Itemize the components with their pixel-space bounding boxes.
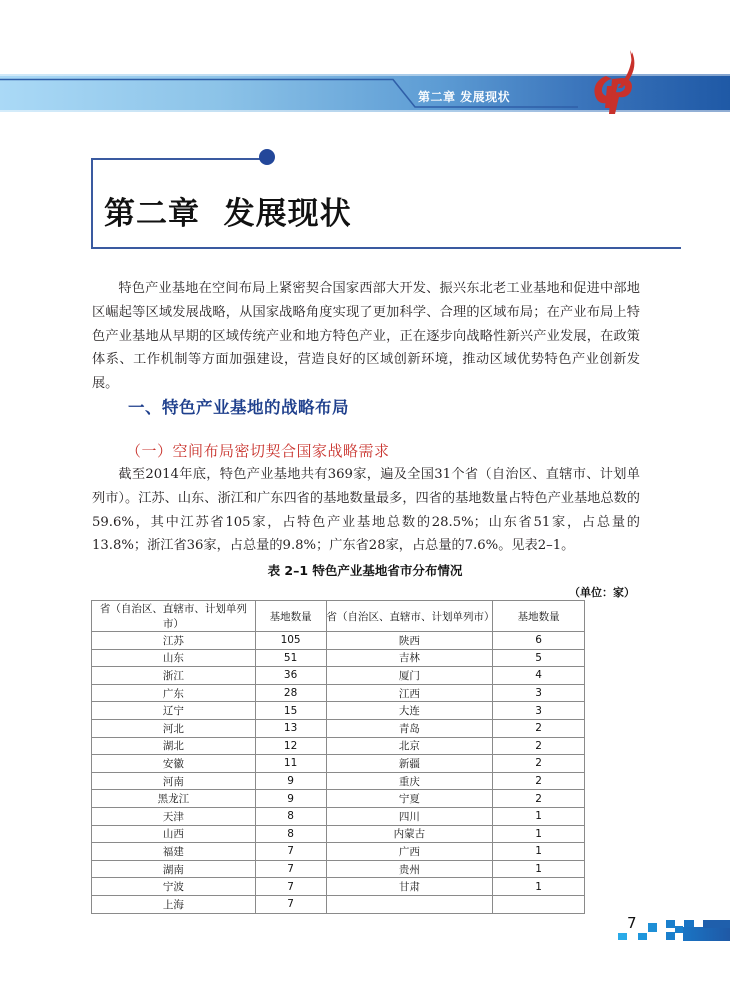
table-row	[92, 807, 585, 825]
pattern-square	[666, 932, 675, 940]
table-unit: （单位：家）	[569, 586, 635, 599]
running-header-title: 第二章 发展现状	[418, 90, 511, 104]
cell-province-left: 黑龙江	[92, 790, 256, 808]
table-header-row	[92, 601, 585, 632]
cell-count-left: 12	[255, 737, 326, 755]
cell-province-left: 山东	[92, 649, 256, 667]
table-row	[92, 684, 585, 702]
cell-province-left: 福建	[92, 843, 256, 861]
chapter-dot-icon	[259, 149, 275, 165]
cell-province-right: 四川	[326, 807, 493, 825]
cell-count-left: 105	[255, 632, 326, 650]
cell-count-right: 1	[493, 807, 585, 825]
cell-count-left: 51	[255, 649, 326, 667]
cell-province-left: 安徽	[92, 755, 256, 773]
cell-count-right: 1	[493, 825, 585, 843]
cell-province-left: 浙江	[92, 667, 256, 685]
cell-count-right: 3	[493, 684, 585, 702]
cell-count-right: 2	[493, 755, 585, 773]
cell-province-left: 宁波	[92, 878, 256, 896]
cell-province-left: 湖南	[92, 860, 256, 878]
table-row	[92, 772, 585, 790]
table-row	[92, 702, 585, 720]
table-row	[92, 667, 585, 685]
cell-province-left: 河北	[92, 719, 256, 737]
cell-count-left: 36	[255, 667, 326, 685]
cell-count-left: 7	[255, 895, 326, 913]
cell-province-left: 广东	[92, 684, 256, 702]
cell-province-left: 山西	[92, 825, 256, 843]
cell-province-left: 湖北	[92, 737, 256, 755]
cell-province-right: 新疆	[326, 755, 493, 773]
cell-count-left: 11	[255, 755, 326, 773]
cell-count-right: 2	[493, 737, 585, 755]
cell-province-left: 天津	[92, 807, 256, 825]
cell-province-right	[326, 895, 493, 913]
cell-province-right: 广西	[326, 843, 493, 861]
cell-province-right: 厦门	[326, 667, 493, 685]
cell-province-left: 辽宁	[92, 702, 256, 720]
province-distribution-table	[91, 600, 585, 914]
cell-count-left: 7	[255, 860, 326, 878]
pattern-square	[666, 920, 675, 928]
table-row	[92, 878, 585, 896]
cell-province-left: 上海	[92, 895, 256, 913]
subsection-heading: （一）空间布局密切契合国家战略需求	[126, 442, 390, 460]
table-row	[92, 719, 585, 737]
section-heading: 一、特色产业基地的战略布局	[128, 398, 349, 417]
cell-province-right: 吉林	[326, 649, 493, 667]
pattern-square	[675, 926, 683, 933]
pattern-band	[703, 920, 730, 928]
cell-province-right: 甘肃	[326, 878, 493, 896]
cell-province-right: 青岛	[326, 719, 493, 737]
column-header-province-left: 省（自治区、直辖市、计划单列市）	[92, 601, 256, 632]
table-row	[92, 895, 585, 913]
table-row	[92, 649, 585, 667]
cell-count-right: 2	[493, 772, 585, 790]
cell-count-right: 2	[493, 790, 585, 808]
column-header-count-right: 基地数量	[493, 601, 585, 632]
cell-count-left: 28	[255, 684, 326, 702]
table-row	[92, 737, 585, 755]
cell-province-right: 陕西	[326, 632, 493, 650]
pattern-band	[683, 927, 730, 941]
cell-province-right: 贵州	[326, 860, 493, 878]
cell-count-left: 7	[255, 878, 326, 896]
cell-count-left: 8	[255, 807, 326, 825]
cell-count-right: 1	[493, 860, 585, 878]
cell-count-right: 3	[493, 702, 585, 720]
cell-count-right: 1	[493, 843, 585, 861]
cell-count-right	[493, 895, 585, 913]
pattern-square	[648, 923, 657, 932]
table-row	[92, 790, 585, 808]
body-paragraph: 截至2014年底，特色产业基地共有369家，遍及全国31个省（自治区、直辖市、计划单列市）。江苏、山东、浙江和广东四省的基地数量最多，四省的基地数量占特色产业基地总数的59.6%，其中江苏省105家，占特色产业基地总数的28.5%；山东省51家，占总量的13.8%；浙江省36家，占总量的9.8%；广东省28家，占总量的7.6%。见表2–1。	[92, 467, 640, 554]
pattern-square	[618, 933, 627, 940]
table-row	[92, 755, 585, 773]
chapter-frame-bottom	[91, 247, 681, 249]
cell-province-right: 内蒙古	[326, 825, 493, 843]
cell-province-right: 江西	[326, 684, 493, 702]
table-caption: 表 2–1 特色产业基地省市分布情况	[267, 563, 463, 578]
cell-province-right: 北京	[326, 737, 493, 755]
page-number: 7	[627, 914, 637, 932]
cell-count-left: 9	[255, 790, 326, 808]
cell-count-right: 5	[493, 649, 585, 667]
cell-count-right: 2	[493, 719, 585, 737]
cell-count-right: 6	[493, 632, 585, 650]
red-flame-logo-icon	[588, 48, 648, 114]
cell-province-right: 宁夏	[326, 790, 493, 808]
chapter-frame-top	[91, 158, 263, 160]
cell-province-right: 重庆	[326, 772, 493, 790]
cell-count-left: 7	[255, 843, 326, 861]
table-row	[92, 632, 585, 650]
cell-count-left: 13	[255, 719, 326, 737]
cell-province-right: 大连	[326, 702, 493, 720]
column-header-province-right: 省（自治区、直辖市、计划单列市）	[326, 601, 493, 632]
pattern-square	[638, 933, 647, 940]
cell-count-right: 4	[493, 667, 585, 685]
chapter-title: 第二章 发展现状	[104, 196, 352, 232]
cell-count-left: 8	[255, 825, 326, 843]
table-row	[92, 843, 585, 861]
cell-count-left: 15	[255, 702, 326, 720]
cell-province-left: 江苏	[92, 632, 256, 650]
table-row	[92, 825, 585, 843]
table-row	[92, 860, 585, 878]
cell-count-left: 9	[255, 772, 326, 790]
chapter-frame-left	[91, 158, 93, 248]
cell-province-left: 河南	[92, 772, 256, 790]
column-header-count-left: 基地数量	[255, 601, 326, 632]
cell-count-right: 1	[493, 878, 585, 896]
intro-paragraph: 特色产业基地在空间布局上紧密契合国家西部大开发、振兴东北老工业基地和促进中部地区崛起等区域发展战略，从国家战略角度实现了更加科学、合理的区域布局；在产业布局上特色产业基地从早期的区域传统产业和地方特色产业，正在逐步向战略性新兴产业发展，在政策体系、工作机制等方面加强建设，营造良好的区域创新环境，推动区域优势特色产业创新发展。	[92, 281, 640, 392]
